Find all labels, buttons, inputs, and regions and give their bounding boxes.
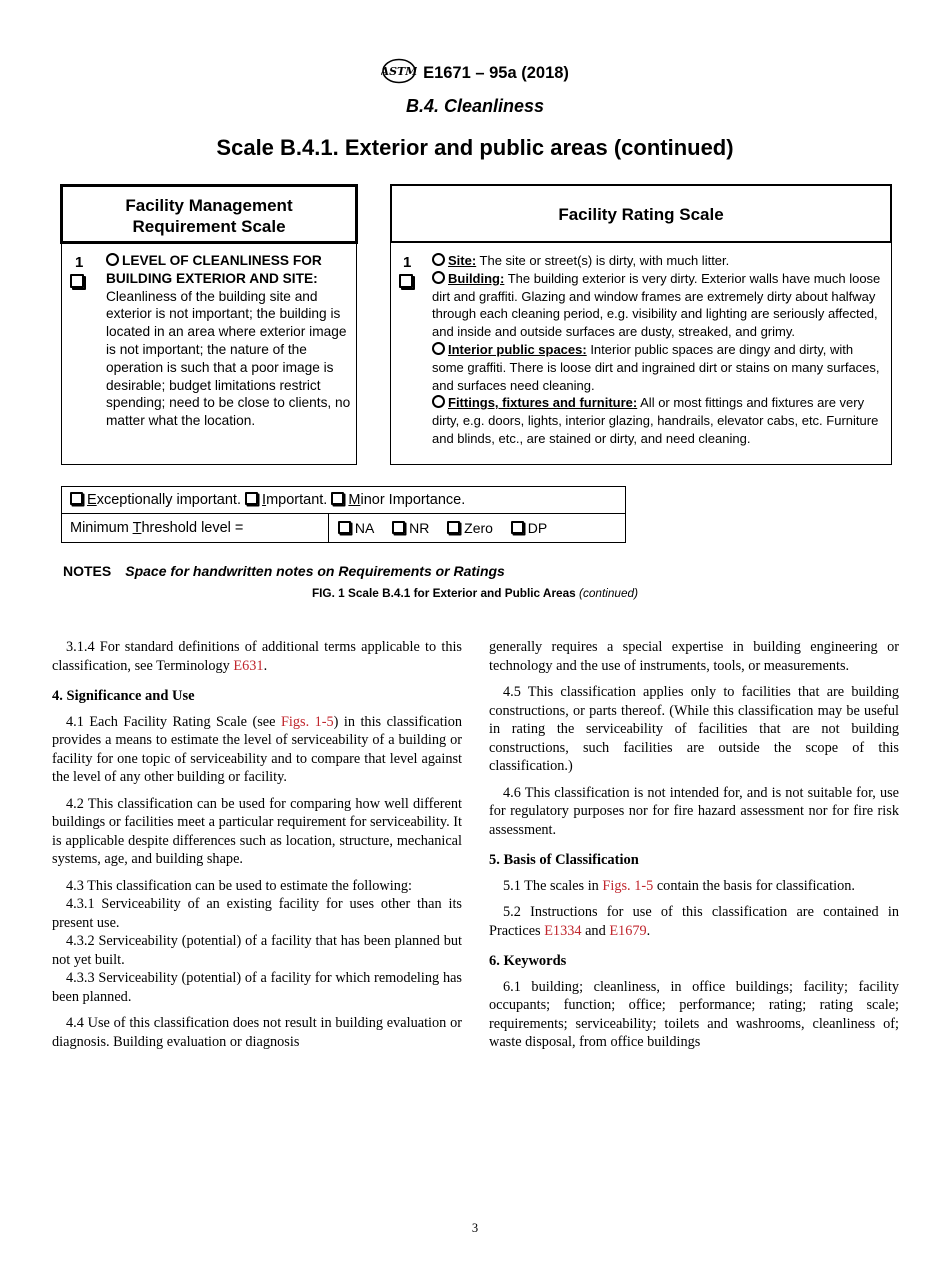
scale-title: Scale B.4.1. Exterior and public areas (continued) <box>216 135 734 160</box>
threshold-option-dp[interactable] <box>511 520 547 536</box>
threshold-label <box>62 514 329 542</box>
importance-key: I <box>262 492 267 508</box>
page-number: 3 <box>471 1221 479 1235</box>
paragraph-5-2 <box>489 903 899 940</box>
paragraph-4-3-1: 4.3.1 Serviceability of an existing facility for uses other than its present use. <box>52 896 462 931</box>
paragraph-text: . <box>263 657 268 674</box>
checkbox-icon[interactable] <box>70 492 83 505</box>
threshold-option-label: NR <box>409 520 430 536</box>
radio-circle-icon[interactable] <box>432 253 445 266</box>
paragraph-text: 4.1 Each Facility Rating Scale (see <box>66 713 281 730</box>
paragraph-text: and <box>581 922 610 939</box>
threshold-option-label: NA <box>354 520 375 536</box>
fr-item-fittings <box>432 394 888 447</box>
checkbox-icon[interactable] <box>331 492 344 505</box>
radio-circle-icon[interactable] <box>106 253 119 266</box>
caption-main: FIG. 1 Scale B.4.1 for Exterior and Public Areas <box>311 586 576 600</box>
importance-table <box>61 486 626 543</box>
heading-basis: 5. Basis of Classification <box>489 852 639 868</box>
figure-caption <box>0 586 950 600</box>
body-column-left <box>52 638 462 1059</box>
importance-option-minor: inor Importance. <box>360 492 466 508</box>
radio-circle-icon[interactable] <box>432 271 445 284</box>
radio-circle-icon[interactable] <box>432 395 445 408</box>
paragraph-4-4: 4.4 Use of this classification does not result in building evaluation or diagnosis. Building evaluation or diagnosis <box>52 1015 462 1050</box>
paragraph-4-3-3: 4.3.3 Serviceability (potential) of a facility for which remodeling has been planned. <box>52 970 462 1005</box>
checkbox-icon[interactable] <box>392 521 405 534</box>
fm-level-text <box>106 252 354 430</box>
paragraph-3-1-4 <box>52 638 462 675</box>
paragraph-5-1 <box>489 877 899 896</box>
standard-designation: E1671 – 95a (2018) <box>423 64 569 82</box>
checkbox-icon[interactable] <box>511 521 524 534</box>
notes-label: NOTES <box>63 563 112 579</box>
checkbox-icon[interactable] <box>245 492 258 505</box>
threshold-label-pre: Minimum <box>70 520 133 536</box>
svg-text:ASTM: ASTM <box>381 65 418 78</box>
fm-level-number: 1 <box>75 254 84 271</box>
fm-header-line1: Facility Management <box>125 196 293 215</box>
section-title: B.4. Cleanliness <box>405 96 545 116</box>
paragraph-text: contain the basis for classification. <box>653 877 855 894</box>
link-e1334[interactable]: E1334 <box>544 922 582 939</box>
notes-text: Space for handwritten notes on Requirements or Ratings <box>125 563 505 579</box>
link-figs[interactable]: Figs. 1-5 <box>280 713 334 730</box>
threshold-option-label: DP <box>527 520 548 536</box>
caption-suffix: (continued) <box>579 586 639 600</box>
threshold-label-post: hreshold level = <box>141 520 244 536</box>
fr-item-text: The building exterior is very dirty. Exterior walls have much loose dirt and graffiti. Glazing and window frames are extremely dirty about halfway through each cleaning period, e.g. visibility and lighting are seriously affected, and inside and outside surfaces are dusty, streaked, and grimy. <box>432 270 881 340</box>
importance-key: M <box>348 492 361 508</box>
paragraph-text: 3.1.4 For standard definitions of additional terms applicable to this classification, see Terminology <box>52 639 462 674</box>
threshold-option-na[interactable] <box>338 520 374 536</box>
link-e1679[interactable]: E1679 <box>609 922 647 939</box>
paragraph-4-2: 4.2 This classification can be used for comparing how well different buildings or facilities meet a particular requirement for serviceability. It is applicable despite differences such as location, structure, mechanical systems, age, and building shape. <box>52 795 462 867</box>
fr-item-label: Site: <box>448 253 477 268</box>
threshold-option-nr[interactable] <box>392 520 429 536</box>
paragraph-text: 5.2 Instructions for use of this classification are contained in Practices <box>489 904 899 939</box>
importance-option-exceptional: xceptionally important. <box>96 492 241 508</box>
heading-keywords: 6. Keywords <box>489 953 567 969</box>
importance-option-important: mportant. <box>266 492 328 508</box>
paragraph-6-1: 6.1 building; cleanliness, in office buildings; facility; facility occupants; function; office; performance; rating; rating scale; requirements; serviceability; toilets and washrooms, cleanliness of; waste disposal, from office buildings <box>489 978 899 1050</box>
paragraph-4-4-continued: generally requires a special expertise in building engineering or technology and the use of instruments, tools, or measurements. <box>489 639 899 674</box>
notes-line <box>63 563 505 579</box>
checkbox-icon[interactable] <box>447 521 460 534</box>
fm-scale-header <box>60 184 358 244</box>
body-column-right <box>489 638 899 1060</box>
checkbox-icon[interactable] <box>338 521 351 534</box>
paragraph-4-6: 4.6 This classification is not intended for, and is not suitable for, use for regulatory purposes nor for fire hazard assessment nor for fire risk assessment. <box>489 784 899 838</box>
fr-item-text: Interior public spaces are dingy and dirty, with some graffiti. There is loose dirt and ingrained dirt or stains on many surfaces, and surfaces need cleaning. <box>432 341 880 393</box>
astm-logo-icon <box>381 58 417 84</box>
importance-row <box>62 487 625 514</box>
paragraph-4-3: 4.3 This classification can be used to estimate the following: <box>66 877 412 894</box>
paragraph-text: ) in this classification provides a means to estimate the level of serviceability of a building or facility for one topic of serviceability and to compare that level against the level of any other building or facility. <box>52 713 462 785</box>
link-figs[interactable]: Figs. 1-5 <box>602 877 654 894</box>
paragraph-4-3-2: 4.3.2 Serviceability (potential) of a facility that has been planned but not yet built. <box>52 933 462 968</box>
paragraph-text: . <box>646 922 651 939</box>
fr-item-building <box>432 270 888 341</box>
document-header <box>0 58 950 84</box>
threshold-option-label: Zero <box>464 520 493 536</box>
fr-scale-header: Facility Rating Scale <box>390 184 892 243</box>
radio-circle-icon[interactable] <box>432 342 445 355</box>
paragraph-text: 5.1 The scales in <box>503 877 603 894</box>
fr-item-label: Interior public spaces: <box>448 341 587 357</box>
fr-item-text: All or most fittings and fixtures are very dirty, e.g. doors, lights, interior glazing, handrails, elevator cabs, etc. Furniture and blinds, etc., are stained or dirty, and need cleaning. <box>432 395 879 446</box>
fm-level-description: Cleanliness of the building site and exterior is not important; the building is located in an area where exterior image is not important; the nature of the operation is such that a poor image is desirable; budget limitations restrict spending; need to be close to clients, no matter what the location. <box>106 288 351 429</box>
fr-item-label: Fittings, fixtures and furniture: <box>448 395 638 411</box>
importance-key: E <box>87 492 97 508</box>
fr-item-label: Building: <box>448 270 505 286</box>
threshold-label-key: T <box>132 520 142 536</box>
threshold-options <box>330 514 625 542</box>
fm-level-checkbox[interactable] <box>70 274 84 288</box>
fr-level-checkbox[interactable] <box>399 274 413 288</box>
fr-item-text: The site or street(s) is dirty, with much litter. <box>476 253 730 268</box>
paragraph-4-1 <box>52 713 462 787</box>
fr-item-interior <box>432 341 888 394</box>
fm-header-line2: Requirement Scale <box>132 217 286 236</box>
link-e631[interactable]: E631 <box>233 657 264 674</box>
fr-level-text <box>432 252 888 448</box>
fr-level-number: 1 <box>403 254 412 271</box>
heading-significance: 4. Significance and Use <box>52 688 195 704</box>
paragraph-4-5: 4.5 This classification applies only to facilities that are building constructions, or parts thereof. (While this classification may be useful in rating the serviceability of facilities that are not building constructions, such facilities are outside the scope of this classification.) <box>489 684 899 774</box>
fr-item-site <box>432 252 888 270</box>
threshold-option-zero[interactable] <box>447 520 493 536</box>
fm-level-title: LEVEL OF CLEANLINESS FOR BUILDING EXTERIOR AND SITE: <box>106 253 322 286</box>
